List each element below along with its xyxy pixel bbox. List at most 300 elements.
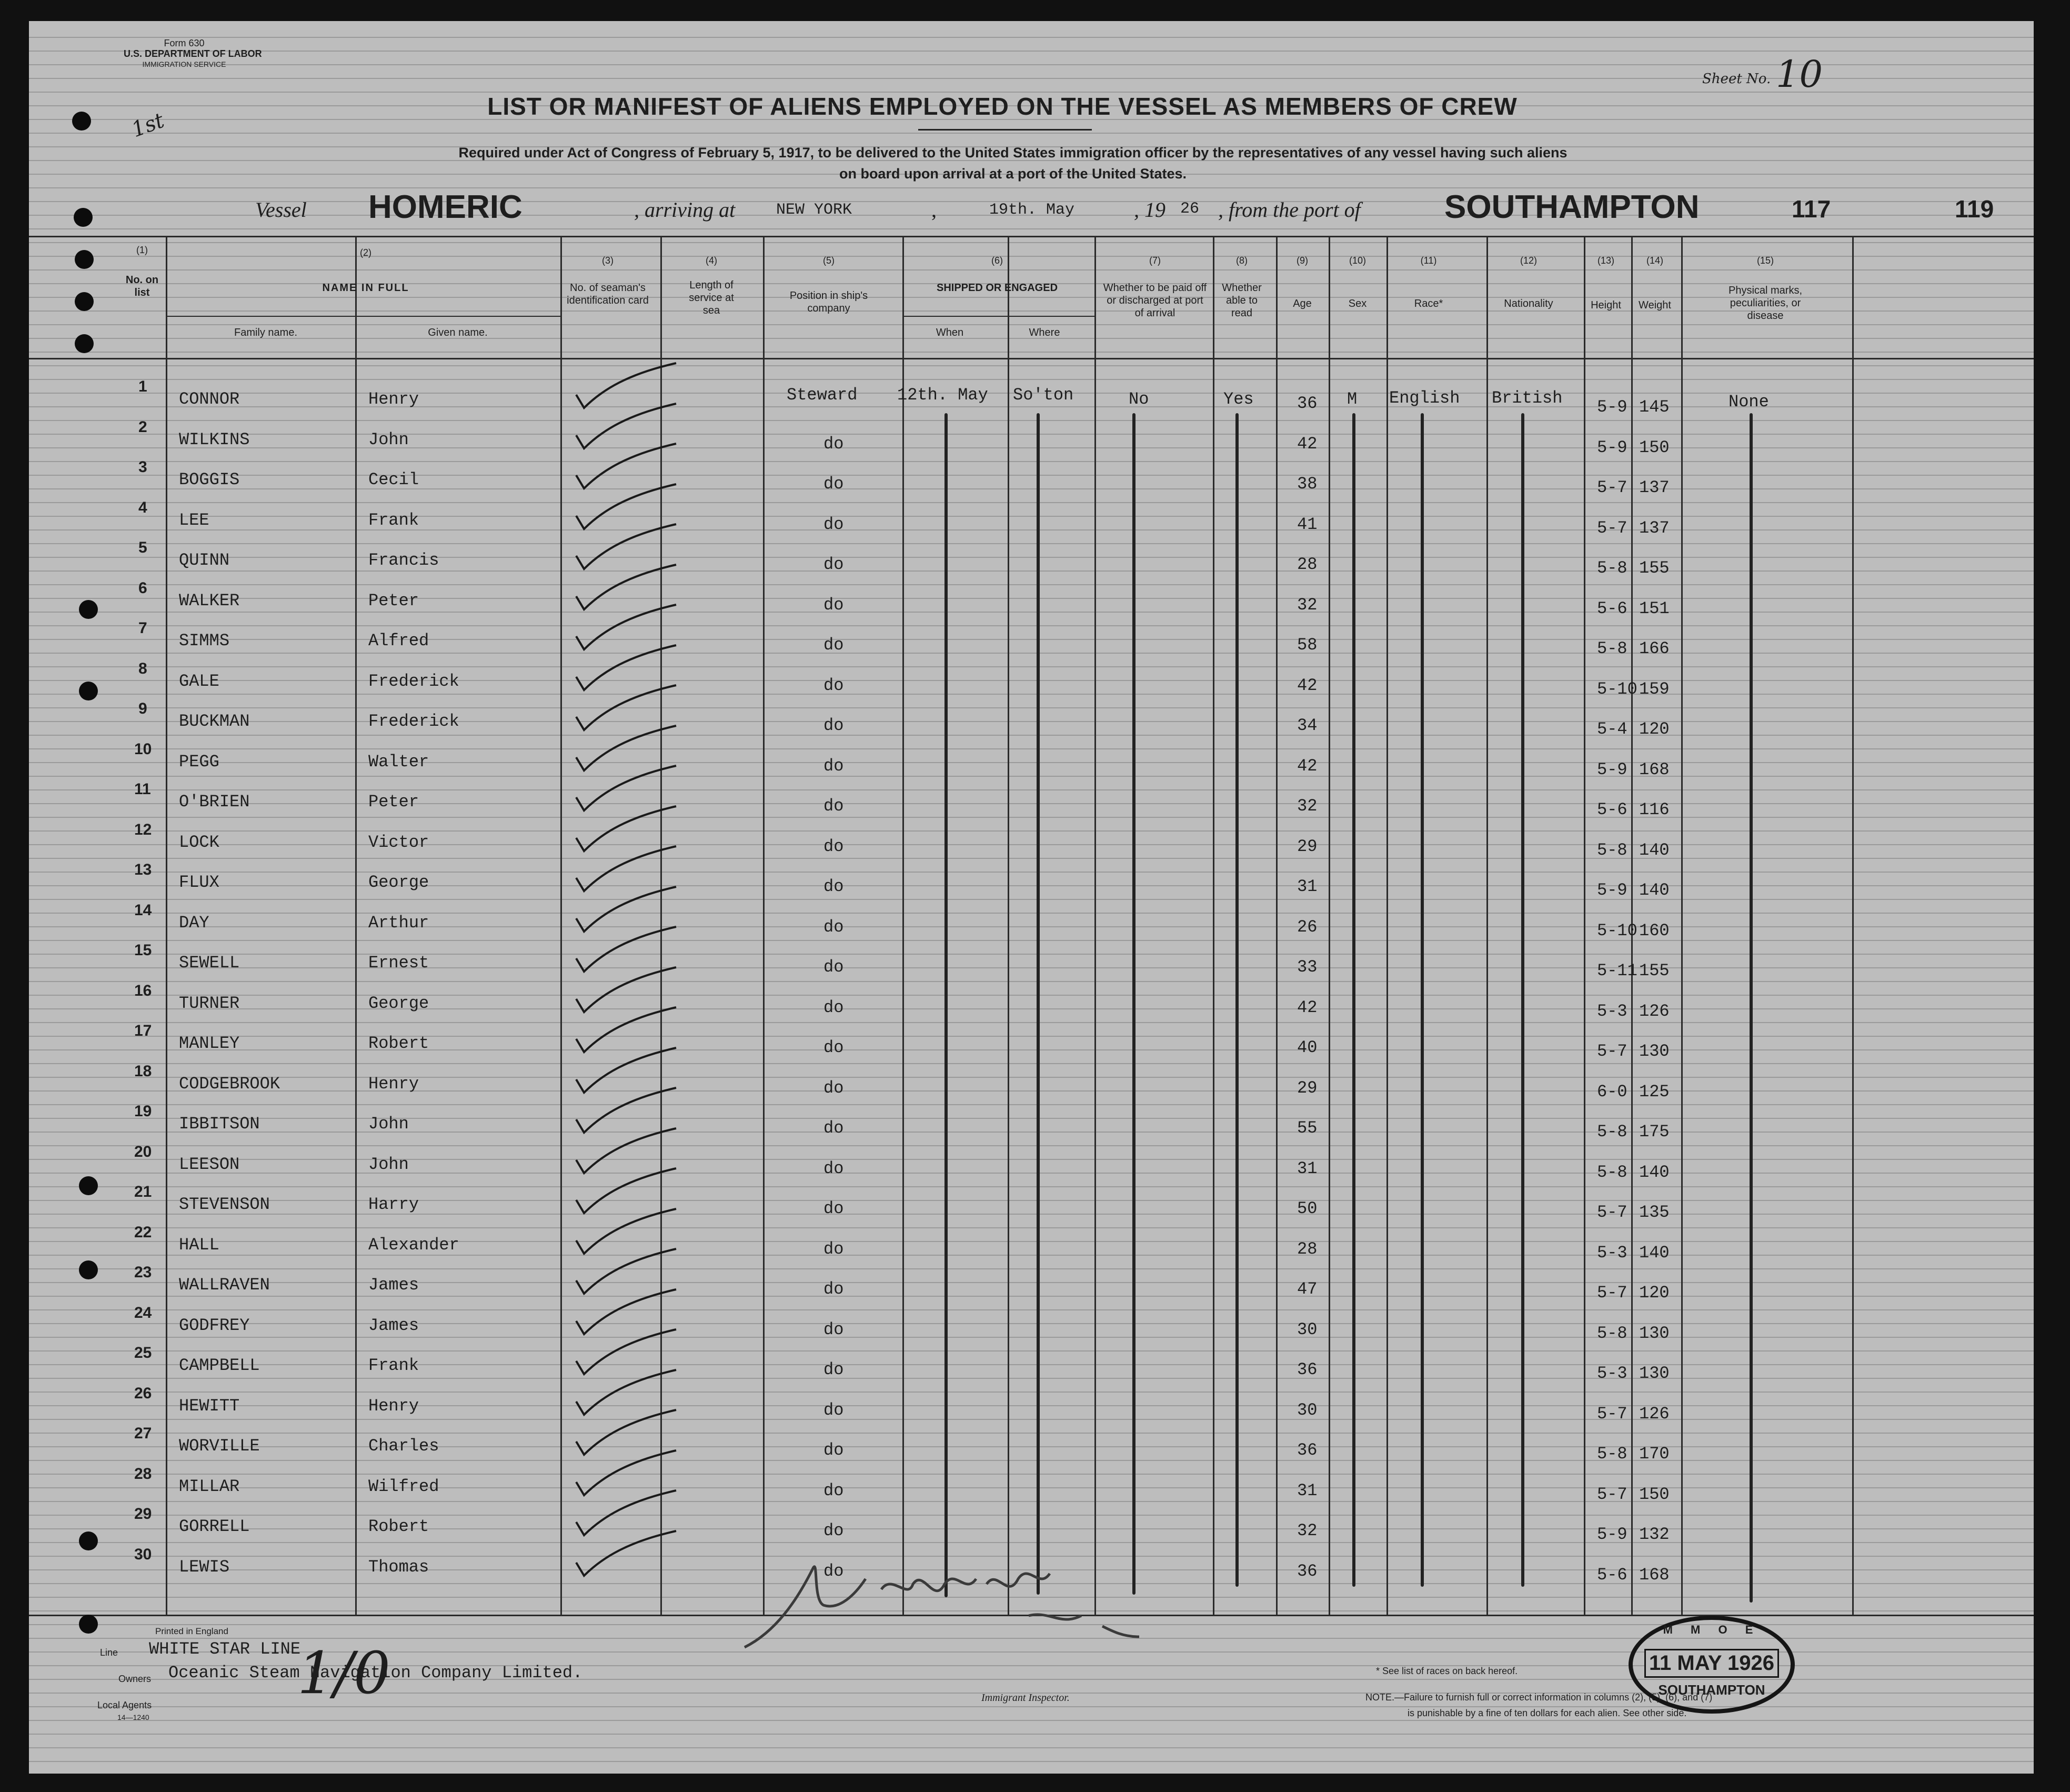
weight: 155 [1639,558,1670,578]
ruled-line [29,639,2034,640]
row-number: 18 [134,1062,152,1080]
ruled-line [29,187,2034,188]
ruled-line [29,1077,2034,1078]
given-name: Henry [368,1396,419,1416]
family-name: GALE [179,671,219,691]
age: 36 [1297,1561,1318,1581]
header-weight: Weight [1639,299,1671,311]
weight: 130 [1639,1042,1670,1061]
ruled-line [29,694,2034,695]
row-number: 3 [138,458,147,476]
ruled-line [29,981,2034,982]
owners-value: Oceanic Steam Navigation Company Limited. [168,1663,583,1683]
ruled-line [29,721,2034,722]
row-number: 10 [134,740,152,758]
manifest-sheet [29,21,2034,1774]
ruled-line [29,803,2034,804]
ruled-line [29,844,2034,845]
sex-value: M [1347,389,1358,409]
column-rule [1094,237,1096,1616]
header-sex: Sex [1348,298,1367,309]
ruled-line [29,1173,2034,1174]
header-where: Where [1029,327,1060,338]
age: 42 [1297,434,1318,454]
position: do [823,997,844,1017]
weight: 170 [1639,1444,1670,1464]
weight: 140 [1639,1162,1670,1182]
ruled-line [29,1145,2034,1146]
stamp-date: 11 MAY 1926 [1644,1649,1779,1678]
binder-hole [75,292,94,311]
row-number: 16 [134,982,152,999]
binder-hole [74,208,93,227]
ruled-line [29,51,2034,52]
row-number: 17 [134,1022,152,1039]
family-name: CONNOR [179,389,240,409]
weight: 166 [1639,639,1670,658]
given-name: Frederick [368,671,459,691]
arrival-date: 19th. May [989,201,1075,219]
row-number: 26 [134,1384,152,1402]
sheet-label: Sheet No. [1702,71,1771,87]
position: do [823,1319,844,1339]
colnum-10: (10) [1349,255,1366,266]
age: 34 [1297,716,1318,735]
weight: 168 [1639,759,1670,779]
height: 5-8 [1597,1122,1627,1142]
row-number: 28 [134,1465,152,1483]
family-name: WALKER [179,590,240,610]
column-rule [1276,237,1278,1616]
ruled-line [29,707,2034,708]
header-when: When [936,327,964,338]
weight: 168 [1639,1565,1670,1585]
given-name: Henry [368,1074,419,1094]
ruled-line [29,256,2034,257]
row-number: 7 [138,619,147,637]
height: 5-6 [1597,598,1627,618]
title-rule [918,129,1092,131]
binder-hole [79,1260,98,1279]
ruled-line [29,1474,2034,1475]
column-rule [1008,237,1009,1616]
ruled-line [29,447,2034,448]
ruled-line [29,584,2034,585]
position: do [823,836,844,856]
form-number: Form 630 [164,38,205,48]
year-prefix: , 19 [1134,198,1165,222]
position: do [823,1480,844,1500]
position: do [823,434,844,454]
ruled-line [29,762,2034,763]
position: do [823,796,844,816]
age: 30 [1297,1319,1318,1339]
colnum-3: (3) [602,255,614,266]
ruled-line [29,885,2034,886]
family-name: BUCKMAN [179,712,250,731]
ditto-nationality [1521,413,1524,1587]
height: 5-9 [1597,880,1627,900]
colnum-5: (5) [823,255,835,266]
row-number: 19 [134,1103,152,1120]
ruled-line [29,817,2034,818]
service: IMMIGRATION SERVICE [142,60,226,68]
height: 5-7 [1597,1404,1627,1424]
ruled-line [29,954,2034,955]
header-family-name: Family name. [234,327,298,338]
age: 29 [1297,836,1318,856]
family-name: MILLAR [179,1476,240,1496]
ruled-line [29,735,2034,736]
row-number: 5 [138,539,147,556]
subtitle-line-2: on board upon arrival at a port of the United States. [839,166,1187,182]
height: 5-10 [1597,920,1637,940]
row-number: 15 [134,942,152,959]
agents-label: Local Agents [97,1700,152,1710]
weight: 120 [1639,1283,1670,1303]
inspector-signature [734,1537,1144,1663]
year: 26 [1180,200,1200,218]
family-name: LEESON [179,1154,240,1174]
binder-hole [75,334,94,353]
ruled-line [29,1364,2034,1365]
given-name: John [368,1114,409,1134]
weight: 140 [1639,1243,1670,1263]
family-name: PEGG [179,752,219,772]
stamp-place: SOUTHAMPTON [1658,1682,1765,1698]
column-rule [763,237,765,1616]
ruled-line [29,365,2034,366]
position-first: Steward [787,385,858,405]
given-name: Arthur [368,913,429,933]
weight: 150 [1639,1484,1670,1504]
header-id-card: No. of seaman's identification card [567,282,649,306]
height: 5-8 [1597,1162,1627,1182]
age: 31 [1297,877,1318,896]
header-paid-off: Whether to be paid off or discharged at port of arrival [1103,282,1207,319]
given-name: George [368,993,429,1013]
height: 5-10 [1597,679,1637,699]
family-name: LEE [179,510,209,530]
column-rule [355,237,357,1616]
given-name: Francis [368,550,439,570]
height: 5-8 [1597,639,1627,658]
height: 5-9 [1597,1525,1627,1544]
weight: 125 [1639,1082,1670,1102]
column-rule [166,237,167,1616]
row-number: 20 [134,1143,152,1160]
age: 32 [1297,595,1318,615]
family-name: HALL [179,1235,219,1255]
line-label: Line [100,1647,118,1658]
ruled-line [29,1720,2034,1721]
row-number: 9 [138,700,147,717]
ruled-line [29,1309,2034,1310]
age: 32 [1297,1521,1318,1540]
ruled-line [29,570,2034,572]
height: 5-7 [1597,478,1627,497]
header-shipped: SHIPPED OR ENGAGED [936,282,1058,294]
colnum-12: (12) [1520,255,1538,266]
family-name: STEVENSON [179,1195,270,1214]
ruled-line [29,1337,2034,1338]
ruled-line [29,1036,2034,1037]
family-name: SEWELL [179,953,240,973]
family-name: SIMMS [179,631,230,650]
given-name: Harry [368,1195,419,1214]
ruled-line [29,352,2034,353]
column-rule [1329,237,1330,1616]
weight: 137 [1639,478,1670,497]
position: do [823,716,844,735]
row-number: 13 [134,861,152,878]
age: 36 [1297,394,1318,413]
height: 5-4 [1597,719,1627,739]
age: 28 [1297,555,1318,574]
family-name: LOCK [179,832,219,852]
height: 6-0 [1597,1082,1627,1102]
column-rule [560,237,562,1616]
weight: 130 [1639,1364,1670,1383]
weight: 145 [1639,397,1670,417]
row-number: 6 [138,579,147,597]
able-read-value: Yes [1223,389,1254,409]
subtitle-line-1: Required under Act of Congress of February 5, 1917, to be delivered to the United States immigration officer by the representatives of any vessel having such aliens [458,145,1567,161]
header-given-name: Given name. [428,327,488,338]
row-number: 22 [134,1223,152,1241]
sheet-number: 10 [1776,53,1823,96]
height: 5-6 [1597,1565,1627,1585]
ruled-line [29,1734,2034,1735]
ruled-line [29,612,2034,613]
paid-off-value: No [1129,389,1149,409]
given-name: James [368,1315,419,1335]
ruled-line [29,242,2034,243]
age: 42 [1297,997,1318,1017]
ruled-line [29,502,2034,503]
ruled-line [29,1296,2034,1297]
weight: 140 [1639,880,1670,900]
fine-note-2: is punishable by a fine of ten dollars for each alien. See other side. [1408,1708,1687,1718]
ruled-line [29,1049,2034,1050]
shipped-when: 12th. May [897,385,988,405]
physical-value: None [1729,392,1769,412]
ruled-line [29,1487,2034,1488]
row-number: 4 [138,498,147,516]
ruled-line [29,1268,2034,1269]
row-number: 2 [138,418,147,436]
height: 5-3 [1597,1364,1627,1383]
age: 32 [1297,796,1318,816]
age: 36 [1297,1360,1318,1379]
given-name: Robert [368,1034,429,1053]
family-name: DAY [179,913,209,933]
weight: 126 [1639,1404,1670,1424]
header-race: Race* [1414,298,1443,309]
given-name: Thomas [368,1557,429,1577]
position: do [823,514,844,534]
race-value: English [1389,388,1460,408]
ruled-line [29,64,2034,65]
height: 5-8 [1597,840,1627,860]
header-able-read: Whether able to read [1222,282,1262,319]
position: do [823,917,844,937]
position: do [823,756,844,776]
binder-hole [72,112,91,131]
family-name: GORRELL [179,1517,250,1536]
ruled-line [29,598,2034,599]
ruled-line [29,1227,2034,1228]
column-rule [1681,237,1683,1616]
weight: 137 [1639,518,1670,538]
column-rule [1386,237,1388,1616]
weight: 132 [1639,1525,1670,1544]
colnum-13: (13) [1597,255,1615,266]
row-number: 27 [134,1425,152,1442]
row-number: 23 [134,1264,152,1281]
position: do [823,1199,844,1218]
page-title: LIST OR MANIFEST OF ALIENS EMPLOYED ON THE VESSEL AS MEMBERS OF CREW [487,93,1518,120]
from-port: SOUTHAMPTON [1444,189,1700,225]
ruled-line [29,1405,2034,1406]
given-name: Frank [368,1356,419,1375]
ruled-line [29,1419,2034,1420]
header-physical: Physical marks, peculiarities, or disease [1728,285,1803,322]
height: 5-6 [1597,800,1627,819]
position: do [823,957,844,977]
ruled-line [29,269,2034,271]
ruled-line [29,1118,2034,1119]
page-number-right: 119 [1955,195,1994,223]
height: 5-3 [1597,1001,1627,1021]
row-number: 29 [134,1505,152,1523]
ruled-line [29,1104,2034,1105]
header-position: Position in ship's company [789,290,868,314]
page-number: 117 [1792,195,1831,223]
ruled-line [29,420,2034,421]
form-code: 14—1240 [117,1713,149,1721]
ruled-line [29,1433,2034,1434]
ruled-line [29,1282,2034,1283]
printed-note: Printed in England [155,1626,228,1636]
position: do [823,1078,844,1098]
binder-hole [79,1531,98,1550]
age: 40 [1297,1038,1318,1057]
family-name: O'BRIEN [179,792,250,812]
row-number: 11 [134,780,151,798]
family-name: TURNER [179,993,240,1013]
given-name: Alfred [368,631,429,650]
colnum-2: (2) [360,247,371,258]
binder-hole [79,600,98,619]
stamp-top-text: M M O E [1663,1623,1761,1636]
given-name: Cecil [368,470,419,489]
department: U.S. DEPARTMENT OF LABOR [124,48,262,59]
weight: 135 [1639,1203,1670,1222]
age: 41 [1297,514,1318,534]
fine-note-1: NOTE.—Failure to furnish full or correct information in columns (2), (5), (6), and (7) [1365,1692,1713,1703]
ditto-able-read [1235,413,1239,1587]
family-name: FLUX [179,873,219,892]
given-name: Charles [368,1436,439,1456]
given-name: Robert [368,1517,429,1536]
height: 5-8 [1597,1444,1627,1464]
age: 31 [1297,1158,1318,1178]
ruled-line [29,1761,2034,1762]
ruled-line [29,1501,2034,1502]
position: do [823,474,844,494]
ruled-line [29,488,2034,489]
header-name-in-full: NAME IN FULL [322,282,409,294]
name-sub-rule [166,316,560,317]
arriving-label: , arriving at [634,198,736,222]
table-top-rule [29,236,2034,237]
row-number: 8 [138,659,147,677]
weight: 130 [1639,1323,1670,1343]
given-name: Victor [368,832,429,852]
weight: 120 [1639,719,1670,739]
margin-note: 1st [128,108,168,143]
ruled-line [29,475,2034,476]
race-note: * See list of races on back hereof. [1376,1666,1518,1676]
ruled-line [29,1391,2034,1393]
family-name: QUINN [179,550,230,570]
given-name: John [368,1154,409,1174]
age: 42 [1297,675,1318,695]
weight: 160 [1639,920,1670,940]
row-number: 21 [134,1183,152,1200]
ruled-line [29,133,2034,134]
weight: 159 [1639,679,1670,699]
ruled-line [29,1022,2034,1023]
ruled-line [29,379,2034,380]
height: 5-7 [1597,1283,1627,1303]
position: do [823,877,844,896]
family-name: MANLEY [179,1034,240,1053]
weight: 126 [1639,1001,1670,1021]
age: 42 [1297,756,1318,776]
header-bottom-rule [29,358,2034,359]
ruled-line [29,748,2034,749]
position: do [823,555,844,574]
nationality-value: British [1492,388,1563,408]
family-name: CAMPBELL [179,1356,260,1375]
row-number: 25 [134,1344,152,1361]
position: do [823,1561,844,1581]
given-name: John [368,429,409,449]
colnum-6: (6) [991,255,1003,266]
binder-hole [79,1176,98,1195]
ruled-line [29,543,2034,544]
colnum-15: (15) [1756,255,1774,266]
given-name: James [368,1275,419,1295]
row-number: 1 [138,378,147,395]
ruled-line [29,995,2034,996]
arriving-port: NEW YORK [776,201,852,219]
colnum-9: (9) [1297,255,1308,266]
family-name: WORVILLE [179,1436,260,1456]
position: do [823,1118,844,1138]
age: 47 [1297,1279,1318,1299]
ruled-line [29,529,2034,530]
handwritten-mark: 1/0 [297,1639,391,1707]
family-name: WALLRAVEN [179,1275,270,1295]
ruled-line [29,1747,2034,1748]
ruled-line [29,967,2034,968]
ruled-line [29,940,2034,941]
ditto-race [1421,413,1424,1587]
family-name: WILKINS [179,429,250,449]
